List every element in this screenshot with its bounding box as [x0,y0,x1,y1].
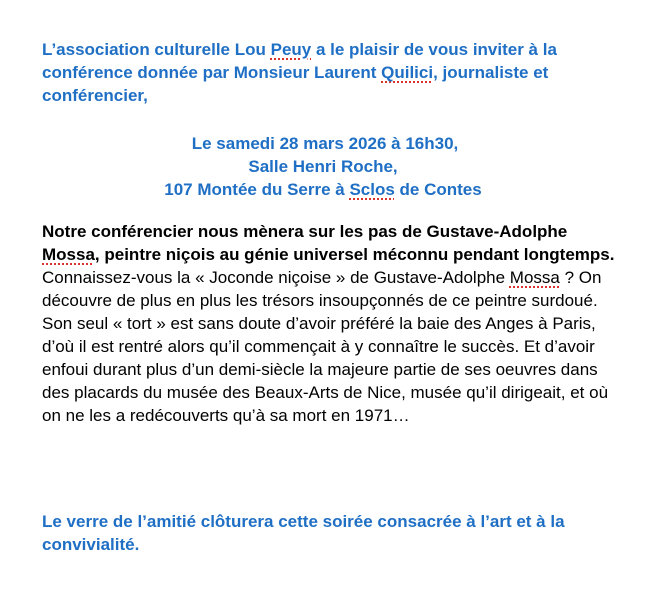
address-text-1: 107 Montée du Serre à [164,180,350,199]
intro-text-1: L’association culturelle Lou [42,40,271,59]
intro-text-3: , journaliste et conférencier, [42,63,549,105]
intro-text-2: a le plaisir de vous inviter à la conférence donnée par Monsieur Laurent [42,40,557,82]
event-address [0,178,646,201]
spellcheck-word-quilici[interactable]: Quilici [381,63,434,82]
event-details [0,132,646,201]
lead-paragraph [42,220,627,266]
lead-text-1: Notre conférencier nous mènera sur les pas de Gustave-Adolphe [42,222,568,241]
lead-text-2: , peintre niçois au génie universel méconnu pendant longtemps. [94,245,615,264]
invitation-intro [42,38,622,107]
closing-line: Le verre de l’amitié clôturera cette soirée consacrée à l’art et à la convivialité. [42,512,565,554]
spellcheck-word-mossa-para[interactable]: Mossa [509,268,560,287]
address-text-2: de Contes [394,180,482,199]
spellcheck-word-sclos[interactable]: Sclos [349,180,395,199]
paragraph-tort: Son seul « tort » est sans doute d’avoir préféré la baie des Anges à Paris, d’où il est rentré alors qu’il commençait à y connaître le succès. Et d’avoir enfoui durant plus d’un demi-siècle la majeure partie de ses oeuvres dans des placards du musée des Beaux-Arts de Nice, musée qu’il dirigeait, et où on ne les a redécouverts qu’à sa mort en 1971… [42,314,609,425]
event-venue: Salle Henri Roche, [248,157,398,176]
para2-text-1: Connaissez-vous la « Joconde niçoise » de Gustave-Adolphe [42,268,510,287]
event-date: Le samedi 28 mars 2026 à 16h30, [191,134,459,153]
spellcheck-word-mossa-lead[interactable]: Mossa [42,245,95,264]
para2-text-2: ? On découvre de plus en plus les trésors insoupçonnés de ce peintre surdoué. [42,268,602,310]
paragraph-joconde [42,266,627,312]
body-text [42,220,627,427]
spellcheck-word-peuy[interactable]: Peuy [270,40,312,59]
